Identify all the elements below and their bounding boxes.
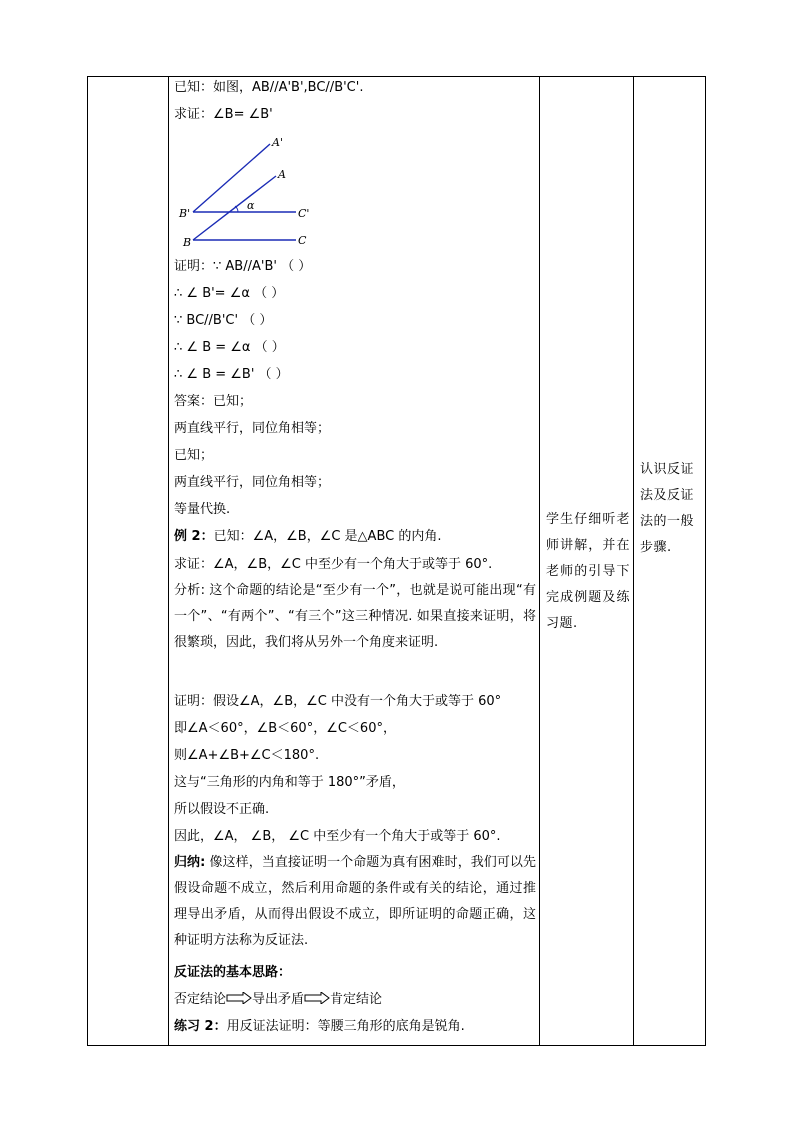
answer-line: 已知； (174, 448, 214, 463)
proof-line: 即∠A＜60°，∠B＜60°，∠C＜60°， (174, 721, 396, 736)
proof-line: 证明：假设∠A，∠B，∠C 中没有一个角大于或等于 60° (174, 694, 502, 709)
summary-label: 归纳: (174, 855, 206, 870)
label-alpha: α (247, 199, 255, 212)
example2-given: 例 2：已知：∠A，∠B，∠C 是△ABC 的内角. (174, 529, 442, 544)
proof-line: ∵ BC//B'C' （ ） (174, 313, 273, 328)
student-activity-cell: 学生仔细听老师讲解，并在老师的引导下完成例题及练习题. (546, 512, 630, 631)
proof-line: 因此，∠A， ∠B， ∠C 中至少有一个角大于或等于 60°. (174, 829, 501, 844)
label-b-prime: B' (179, 207, 191, 220)
example1-given: 已知：如图，AB//A'B',BC//B'C'. (174, 80, 364, 95)
step-contradiction: 导出矛盾 (252, 992, 305, 1007)
proof-line: ∴ ∠ B = ∠B' （ ） (174, 367, 289, 382)
example2-label: 例 2： (174, 529, 214, 544)
proof-line: 则∠A+∠B+∠C＜180°. (174, 748, 320, 763)
basic-idea-title: 反证法的基本思路： (174, 965, 292, 980)
step-affirm: 肯定结论 (330, 992, 383, 1007)
example2-prove: 求证：∠A，∠B，∠C 中至少有一个角大于或等于 60°. (174, 557, 493, 572)
summary-paragraph: 归纳: 像这样，当直接证明一个命题为真有困难时，我们可以先假设命题不成立，然后利用命题的条件或有关的结论，通过推理导出矛盾，从而得出假设不成立，即所证明的命题正确，这种证明方法称为反证法. (174, 855, 536, 948)
label-a: A (278, 168, 286, 181)
label-c-prime: C' (298, 207, 310, 220)
answer-line: 两直线平行，同位角相等； (174, 421, 331, 436)
proof-line: 所以假设不正确. (174, 802, 270, 817)
parallel-lines-figure (176, 133, 336, 253)
example1-prove: 求证：∠B= ∠B' (174, 107, 273, 122)
example2-analysis: 分析: 这个命题的结论是“至少有一个”，也就是说可能出现“有一个”、“有两个”、“有三个”这三种情况. 如果直接来证明，将很繁琐，因此，我们将从另外一个角度来证明. (174, 583, 536, 650)
practice-label: 练习 2： (174, 1019, 227, 1034)
answer-line: 等量代换. (174, 502, 231, 517)
arrow-right-icon (226, 992, 252, 1004)
label-c: C (298, 234, 307, 247)
practice-2: 练习 2：用反证法证明：等腰三角形的底角是锐角. (174, 1019, 465, 1034)
answer-line: 两直线平行，同位角相等； (174, 475, 331, 490)
basic-idea-flow (174, 992, 382, 1008)
step-negate: 否定结论 (174, 992, 227, 1007)
arrow-right-icon (304, 992, 330, 1004)
column-divider (539, 77, 540, 1045)
lesson-table (87, 76, 706, 1046)
design-intent-cell: 认识反证法及反证法的一般步骤. (640, 462, 695, 555)
column-divider (633, 77, 634, 1045)
answer-line: 答案：已知； (174, 394, 253, 409)
proof-line: 这与“三角形的内角和等于 180°”矛盾， (174, 775, 405, 790)
proof-line: ∴ ∠ B'= ∠α （ ） (174, 286, 285, 301)
proof-line: ∴ ∠ B = ∠α （ ） (174, 340, 285, 355)
label-b: B (183, 236, 192, 249)
proof-line: 证明：∵ AB//A'B' （ ） (174, 259, 312, 274)
column-divider (168, 77, 169, 1045)
label-a-prime: A' (272, 136, 283, 149)
